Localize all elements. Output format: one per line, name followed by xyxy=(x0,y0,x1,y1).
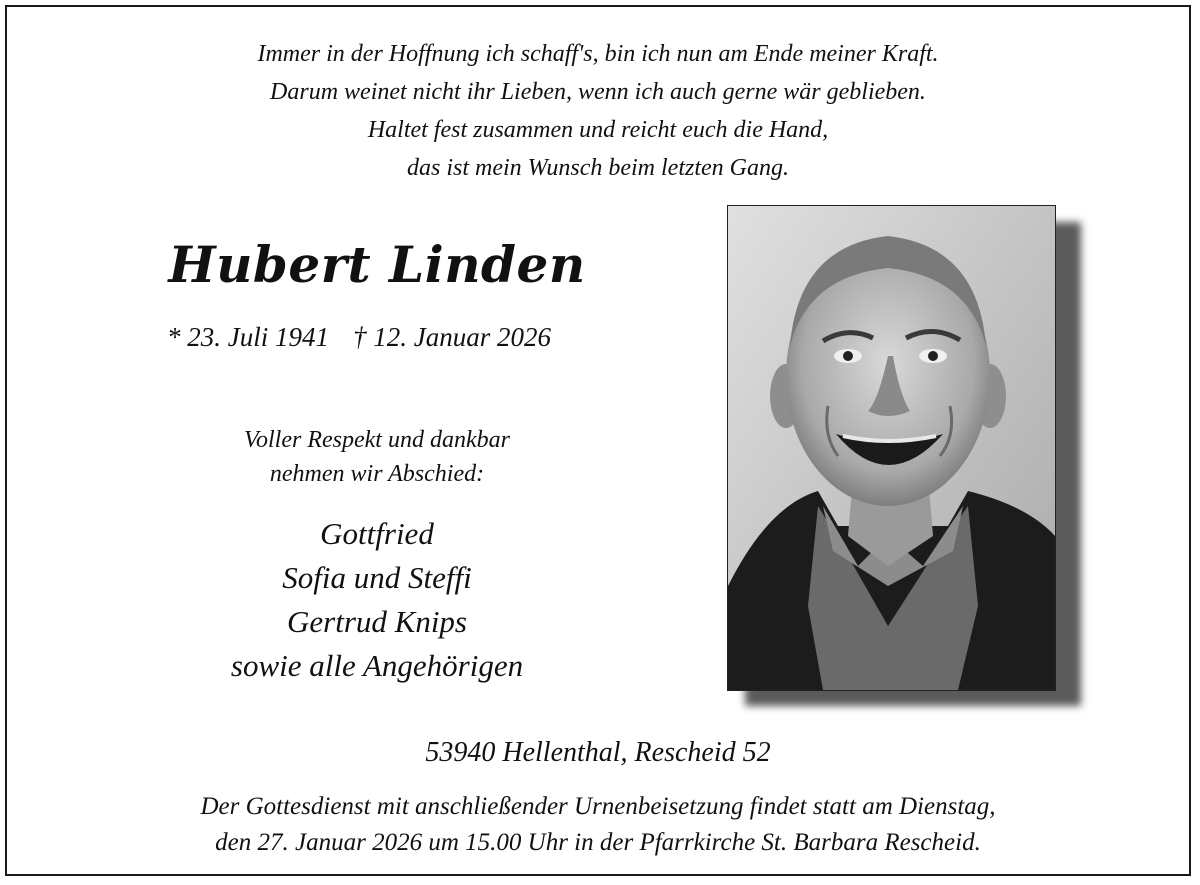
service-notice xyxy=(7,789,1189,861)
deceased-name: Hubert Linden xyxy=(168,235,586,294)
birth-date: * 23. Juli 1941 xyxy=(167,322,329,352)
life-dates xyxy=(167,322,551,353)
intro-line: Voller Respekt und dankbar xyxy=(244,427,510,453)
mourner-name: Sofia und Steffi xyxy=(282,560,472,595)
poem-line: das ist mein Wunsch beim letzten Gang. xyxy=(407,155,789,181)
family-address: 53940 Hellenthal, Rescheid 52 xyxy=(425,737,771,768)
mourner-name: Gottfried xyxy=(320,516,434,551)
portrait-photo xyxy=(727,205,1056,691)
mourners-list xyxy=(127,512,627,688)
poem-line: Haltet fest zusammen und reicht euch die Hand, xyxy=(367,117,829,143)
poem-line: Darum weinet nicht ihr Lieben, wenn ich auch gerne wär geblieben. xyxy=(270,79,926,105)
memorial-poem xyxy=(7,35,1189,187)
farewell-intro xyxy=(127,423,627,491)
intro-line: nehmen wir Abschied: xyxy=(269,461,485,487)
poem-line: Immer in der Hoffnung ich schaff's, bin ich nun am Ende meiner Kraft. xyxy=(257,41,939,67)
portrait-photo-icon xyxy=(728,206,1055,690)
death-date: † 12. Januar 2026 xyxy=(353,322,551,352)
service-line: den 27. Januar 2026 um 15.00 Uhr in der Pfarrkirche St. Barbara Rescheid. xyxy=(215,829,981,856)
mourner-name: Gertrud Knips xyxy=(287,604,467,639)
mourner-name: sowie alle Angehörigen xyxy=(230,648,524,683)
service-line: Der Gottesdienst mit anschließender Urnenbeisetzung findet statt am Dienstag, xyxy=(200,793,996,820)
